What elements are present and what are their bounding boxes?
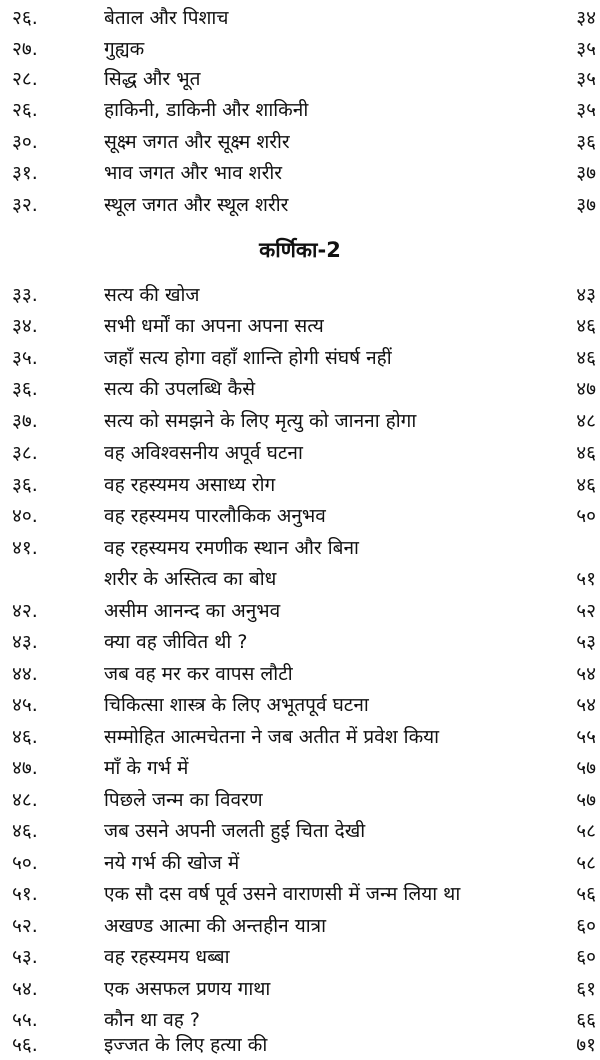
toc-entry bbox=[0, 374, 600, 404]
entry-page: ३६ bbox=[576, 131, 596, 153]
entry-page: ६० bbox=[576, 946, 596, 968]
entry-number: ४०. bbox=[12, 505, 38, 527]
toc-entry bbox=[0, 311, 600, 341]
entry-number: ४१. bbox=[12, 537, 38, 559]
entry-title: कौन था वह ? bbox=[104, 1009, 200, 1031]
entry-page: ४६ bbox=[576, 442, 596, 464]
entry-page: ४८ bbox=[576, 410, 596, 432]
toc-entry bbox=[0, 596, 600, 626]
entry-title: सम्मोहित आत्मचेतना ने जब अतीत में प्रवेश किया bbox=[104, 726, 440, 748]
entry-number: ५५. bbox=[12, 1009, 38, 1031]
entry-page: ४६ bbox=[576, 315, 596, 337]
toc-entry bbox=[0, 627, 600, 657]
toc-entry bbox=[0, 564, 600, 594]
entry-number: ४३. bbox=[12, 631, 38, 653]
entry-page: ४७ bbox=[576, 378, 596, 400]
entry-page: ३४ bbox=[576, 7, 596, 29]
entry-number: २७. bbox=[12, 38, 38, 60]
entry-number: ४४. bbox=[12, 663, 38, 685]
entry-number: ५३. bbox=[12, 946, 38, 968]
entry-title: वह रहस्यमय पारलौकिक अनुभव bbox=[104, 505, 326, 527]
entry-title: भाव जगत और भाव शरीर bbox=[104, 162, 283, 184]
entry-page: ५६ bbox=[576, 883, 596, 905]
entry-title: सूक्ष्म जगत और सूक्ष्म शरीर bbox=[104, 131, 290, 153]
toc-entry bbox=[0, 158, 600, 188]
toc-entry bbox=[0, 438, 600, 468]
entry-number: ४५. bbox=[12, 694, 38, 716]
toc-entry bbox=[0, 911, 600, 941]
entry-title: एक असफल प्रणय गाथा bbox=[104, 978, 271, 1000]
toc-entry bbox=[0, 280, 600, 310]
entry-number: ३१. bbox=[12, 162, 38, 184]
entry-page: ४३ bbox=[576, 284, 596, 306]
entry-page: ५५ bbox=[576, 726, 596, 748]
entry-page: ६० bbox=[576, 915, 596, 937]
entry-title: गुह्यक bbox=[104, 38, 145, 60]
entry-title: सत्य की खोज bbox=[104, 284, 200, 306]
entry-number: ५४. bbox=[12, 978, 38, 1000]
entry-page: ५० bbox=[576, 505, 596, 527]
entry-number: ३५. bbox=[12, 347, 38, 369]
entry-title: अखण्ड आत्मा की अन्तहीन यात्रा bbox=[104, 915, 327, 937]
entry-page: ५८ bbox=[576, 852, 596, 874]
entry-page: ५७ bbox=[576, 757, 596, 779]
entry-number: ५६. bbox=[12, 1034, 38, 1056]
entry-page: ५१ bbox=[576, 568, 596, 590]
toc-entry bbox=[0, 659, 600, 689]
toc-entry bbox=[0, 1030, 600, 1060]
entry-page: ७१ bbox=[576, 1034, 596, 1056]
entry-title: सभी धर्मों का अपना अपना सत्य bbox=[104, 315, 324, 337]
entry-number: ४७. bbox=[12, 757, 38, 779]
entry-number: ३०. bbox=[12, 131, 38, 153]
entry-page: ६१ bbox=[576, 978, 596, 1000]
entry-page: ५४ bbox=[576, 694, 596, 716]
entry-number: ४६. bbox=[12, 820, 38, 842]
entry-title: क्या वह जीवित थी ? bbox=[104, 631, 248, 653]
toc-entry bbox=[0, 127, 600, 157]
entry-title: वह रहस्यमय धब्बा bbox=[104, 946, 230, 968]
entry-number: २८. bbox=[12, 68, 38, 90]
entry-page: ५२ bbox=[576, 600, 596, 622]
entry-title: चिकित्सा शास्त्र के लिए अभूतपूर्व घटना bbox=[104, 694, 369, 716]
entry-number: २६. bbox=[12, 7, 38, 29]
entry-number: २६. bbox=[12, 99, 38, 121]
entry-number: ३८. bbox=[12, 442, 38, 464]
entry-page: ५७ bbox=[576, 789, 596, 811]
entry-page: ३७ bbox=[576, 194, 596, 216]
entry-title: जब उसने अपनी जलती हुई चिता देखी bbox=[104, 820, 366, 842]
entry-title: जब वह मर कर वापस लौटी bbox=[104, 663, 293, 685]
entry-title: वह अविश्वसनीय अपूर्व घटना bbox=[104, 442, 303, 464]
toc-entry bbox=[0, 190, 600, 220]
entry-title: वह रहस्यमय रमणीक स्थान और बिना bbox=[104, 537, 359, 559]
entry-page: ५३ bbox=[576, 631, 596, 653]
entry-page: ३५ bbox=[576, 99, 596, 121]
entry-number: ३३. bbox=[12, 284, 38, 306]
entry-number: ३६. bbox=[12, 474, 38, 496]
toc-entry bbox=[0, 974, 600, 1004]
entry-title: स्थूल जगत और स्थूल शरीर bbox=[104, 194, 289, 216]
entry-number: ३६. bbox=[12, 378, 38, 400]
entry-number: ४६. bbox=[12, 726, 38, 748]
toc-entry bbox=[0, 722, 600, 752]
entry-title: असीम आनन्द का अनुभव bbox=[104, 600, 281, 622]
entry-number: ५२. bbox=[12, 915, 38, 937]
entry-title: जहाँ सत्य होगा वहाँ शान्ति होगी संघर्ष नहीं bbox=[104, 347, 392, 369]
entry-number: ३७. bbox=[12, 410, 38, 432]
entry-title: माँ के गर्भ में bbox=[104, 757, 189, 779]
entry-number: ४८. bbox=[12, 789, 38, 811]
toc-entry bbox=[0, 690, 600, 720]
entry-title: बेताल और पिशाच bbox=[104, 7, 229, 29]
entry-title: एक सौ दस वर्ष पूर्व उसने वाराणसी में जन्म लिया था bbox=[104, 883, 461, 905]
entry-page: ४६ bbox=[576, 347, 596, 369]
entry-page: ६६ bbox=[576, 1009, 596, 1031]
entry-number: ५१. bbox=[12, 883, 38, 905]
entry-page: ३५ bbox=[576, 68, 596, 90]
toc-entry bbox=[0, 848, 600, 878]
toc-entry bbox=[0, 34, 600, 64]
entry-title: हाकिनी, डाकिनी और शाकिनी bbox=[104, 99, 309, 121]
entry-page: ५४ bbox=[576, 663, 596, 685]
toc-entry bbox=[0, 785, 600, 815]
toc-entry bbox=[0, 470, 600, 500]
entry-title: शरीर के अस्तित्व का बोध bbox=[104, 568, 277, 590]
entry-title: सत्य की उपलब्धि कैसे bbox=[104, 378, 256, 400]
entry-number: ३२. bbox=[12, 194, 38, 216]
toc-entry bbox=[0, 343, 600, 373]
entry-title: पिछले जन्म का विवरण bbox=[104, 789, 263, 811]
toc-entry bbox=[0, 95, 600, 125]
toc-entry bbox=[0, 501, 600, 531]
entry-page: ३५ bbox=[576, 38, 596, 60]
entry-page: ३७ bbox=[576, 162, 596, 184]
entry-page: ४६ bbox=[576, 474, 596, 496]
entry-page: ५८ bbox=[576, 820, 596, 842]
section-heading: कर्णिका-2 bbox=[259, 238, 341, 262]
toc-entry bbox=[0, 879, 600, 909]
entry-title: इज्जत के लिए हत्या की bbox=[104, 1034, 268, 1056]
entry-title: नये गर्भ की खोज में bbox=[104, 852, 240, 874]
entry-title: वह रहस्यमय असाध्य रोग bbox=[104, 474, 276, 496]
toc-entry bbox=[0, 942, 600, 972]
toc-entry bbox=[0, 533, 600, 563]
entry-number: ४२. bbox=[12, 600, 38, 622]
toc-entry bbox=[0, 816, 600, 846]
entry-number: ५०. bbox=[12, 852, 38, 874]
entry-title: सत्य को समझने के लिए मृत्यु को जानना होगा bbox=[104, 410, 417, 432]
entry-title: सिद्ध और भूत bbox=[104, 68, 201, 90]
toc-entry bbox=[0, 753, 600, 783]
entry-number: ३४. bbox=[12, 315, 38, 337]
toc-entry bbox=[0, 406, 600, 436]
toc-entry bbox=[0, 64, 600, 94]
toc-entry bbox=[0, 3, 600, 33]
